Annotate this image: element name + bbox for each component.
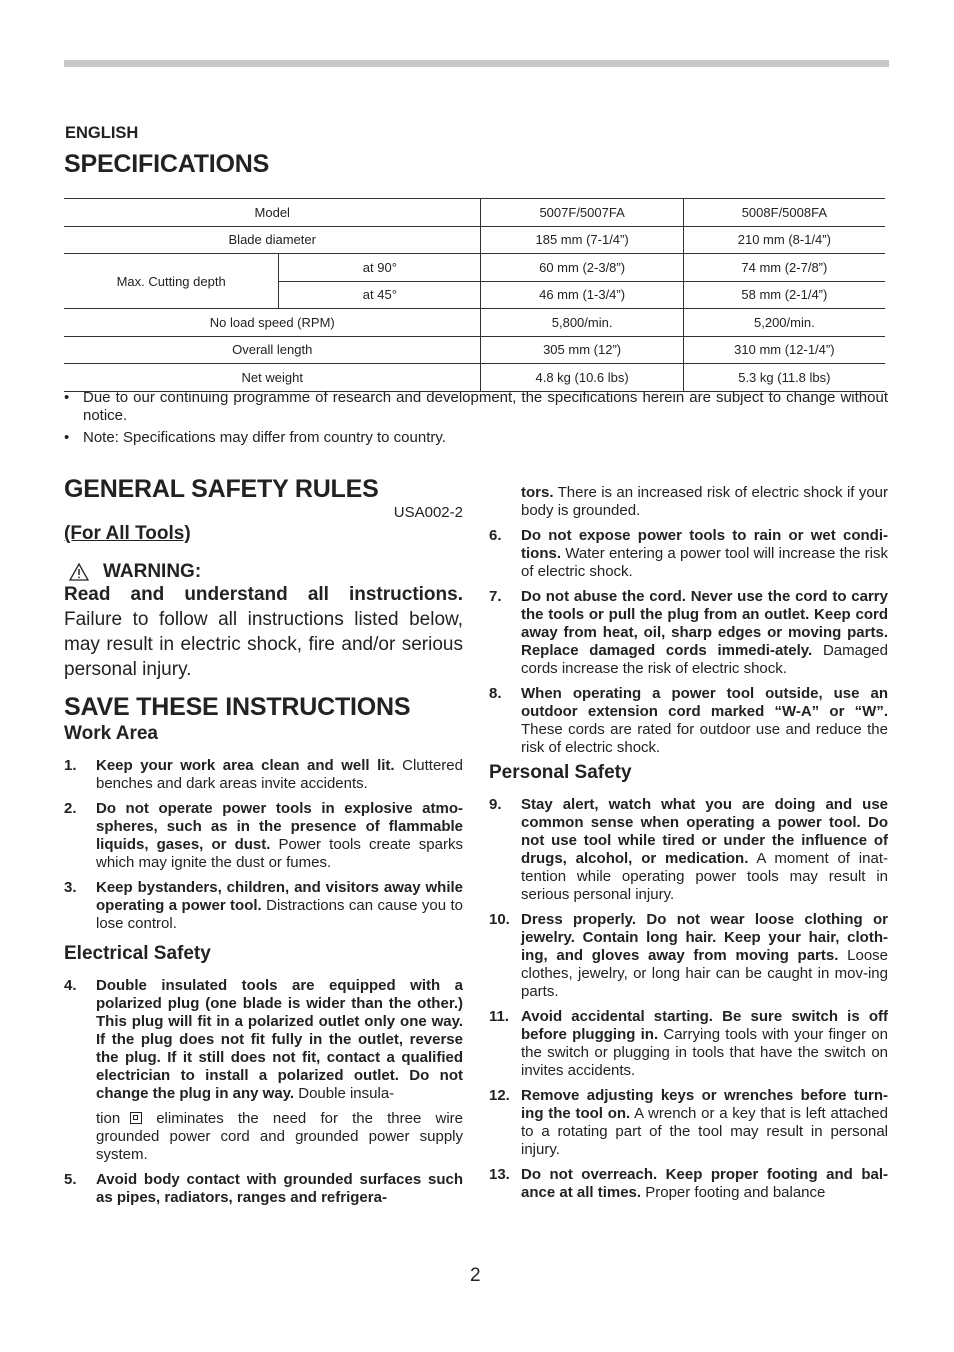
- warning-text: Read and understand all instructions. Failure to follow all instructions listed below, may result in electric shock, fire and/or serious personal injury.: [64, 584, 463, 680]
- list-item: 7. Do not abuse the cord. Never use the cord to carry the tools or pull the plug from an outlet. Keep cord away from heat, oil, sharp edges or moving parts. Replace damaged cords immedi-ately. Damaged cords increase the risk of electric shock.: [489, 588, 888, 677]
- right-column: [489, 484, 888, 1209]
- electrical-safety-heading: Electrical Safety: [64, 943, 211, 964]
- note-item: • Due to our continuing programme of research and development, the specifications herein are subject to change without notice.: [64, 389, 888, 424]
- cell-a: 60 mm (2-3/8”): [481, 254, 683, 282]
- list-item: 3. Keep bystanders, children, and visitors away while operating a power tool. Distractions can cause you to lose control.: [64, 879, 463, 932]
- general-safety-title: GENERAL SAFETY RULES: [64, 475, 379, 503]
- header-rule: [64, 60, 889, 67]
- warning-triangle-icon: [69, 563, 89, 581]
- model-a: 5007F/5007FA: [481, 199, 683, 227]
- cell-b: 5.3 kg (11.8 lbs): [683, 364, 885, 392]
- row-label: Blade diameter: [64, 226, 481, 254]
- personal-safety-heading: Personal Safety: [489, 762, 632, 783]
- row-label: Max. Cutting depth: [64, 254, 279, 309]
- list-item: 2. Do not operate power tools in explosive atmo-spheres, such as in the presence of flammable liquids, gases, or dust. Power tools create sparks which may ignite the dust or fumes.: [64, 800, 463, 871]
- row-label: Overall length: [64, 336, 481, 364]
- list-item-continuation: tion eliminates the need for the three wire grounded power cord and grounded power supply system.: [96, 1110, 463, 1163]
- page-number: 2: [470, 1265, 481, 1286]
- warning-heading: WARNING:: [64, 563, 463, 581]
- cell-a: 4.8 kg (10.6 lbs): [481, 364, 683, 392]
- cell-b: 5,200/min.: [683, 309, 885, 337]
- specifications-table: [64, 198, 885, 392]
- table-row: [64, 199, 885, 227]
- cell-a: 46 mm (1-3/4”): [481, 281, 683, 309]
- cell-a: 185 mm (7-1/4”): [481, 226, 683, 254]
- model-b: 5008F/5008FA: [683, 199, 885, 227]
- list-item: 8. When operating a power tool outside, use an outdoor extension cord marked “W-A” or “W”. These cords are rated for outdoor use and reduce the risk of electric shock.: [489, 685, 888, 756]
- list-item-continuation: tors. There is an increased risk of electric shock if your body is grounded.: [521, 484, 888, 519]
- table-row: [64, 309, 885, 337]
- save-instructions-title: SAVE THESE INSTRUCTIONS: [64, 693, 411, 721]
- note-item: • Note: Specifications may differ from country to country.: [64, 429, 446, 446]
- language-label: ENGLISH: [65, 124, 139, 142]
- row-sublabel: at 45°: [279, 281, 481, 309]
- list-item: 13. Do not overreach. Keep proper footing and bal-ance at all times. Proper footing and balance: [489, 1166, 888, 1201]
- list-item: 9. Stay alert, watch what you are doing and use common sense when operating a power tool. Do not use tool while tired or under the influence of drugs, alcohol, or medication. A moment of inat-tention while operating power tools may result in serious personal injury.: [489, 796, 888, 903]
- model-label: Model: [64, 199, 481, 227]
- left-column: [64, 475, 463, 1214]
- list-item: 12. Remove adjusting keys or wrenches before turn-ing the tool on. A wrench or a key that is left attached to a rotating part of the tool may result in personal injury.: [489, 1087, 888, 1158]
- work-area-heading: Work Area: [64, 723, 158, 744]
- list-item: 4. Double insulated tools are equipped with a polarized plug (one blade is wider than the other.) This plug will fit in a polarized outlet only one way. If the plug does not fit fully in the outlet, reverse the plug. If it still does not fit, contact a qualified electrician to install a polarized outlet. Do not change the plug in any way. Double insula-: [64, 977, 463, 1102]
- table-row: [64, 226, 885, 254]
- row-label: No load speed (RPM): [64, 309, 481, 337]
- specifications-title: SPECIFICATIONS: [64, 150, 270, 178]
- list-item: 5. Avoid body contact with grounded surfaces such as pipes, radiators, ranges and refrigera-: [64, 1171, 463, 1206]
- list-item: 1. Keep your work area clean and well lit. Cluttered benches and dark areas invite accidents.: [64, 757, 463, 792]
- row-sublabel: at 90°: [279, 254, 481, 282]
- cell-a: 305 mm (12”): [481, 336, 683, 364]
- bullet-icon: •: [64, 389, 70, 406]
- list-item: 10. Dress properly. Do not wear loose clothing or jewelry. Contain long hair. Keep your hair, cloth-ing, and gloves away from moving parts. Loose clothes, jewelry, or long hair can be caught in mov-ing parts.: [489, 911, 888, 1000]
- cell-b: 58 mm (2-1/4”): [683, 281, 885, 309]
- cell-b: 210 mm (8-1/4”): [683, 226, 885, 254]
- cell-a: 5,800/min.: [481, 309, 683, 337]
- for-all-tools-heading: (For All Tools): [64, 523, 191, 544]
- table-row: [64, 364, 885, 392]
- table-row: [64, 336, 885, 364]
- double-insulation-icon: [130, 1112, 142, 1124]
- cell-b: 310 mm (12-1/4”): [683, 336, 885, 364]
- doc-code: USA002-2: [393, 504, 463, 521]
- list-item: 6. Do not expose power tools to rain or wet condi-tions. Water entering a power tool will increase the risk of electric shock.: [489, 527, 888, 580]
- bullet-icon: •: [64, 429, 70, 446]
- table-row: [64, 254, 885, 282]
- row-label: Net weight: [64, 364, 481, 392]
- cell-b: 74 mm (2-7/8”): [683, 254, 885, 282]
- list-item: 11. Avoid accidental starting. Be sure switch is off before plugging in. Carrying tools with your finger on the switch or plugging in tools that have the switch on invites accidents.: [489, 1008, 888, 1079]
- spec-notes: [64, 389, 888, 451]
